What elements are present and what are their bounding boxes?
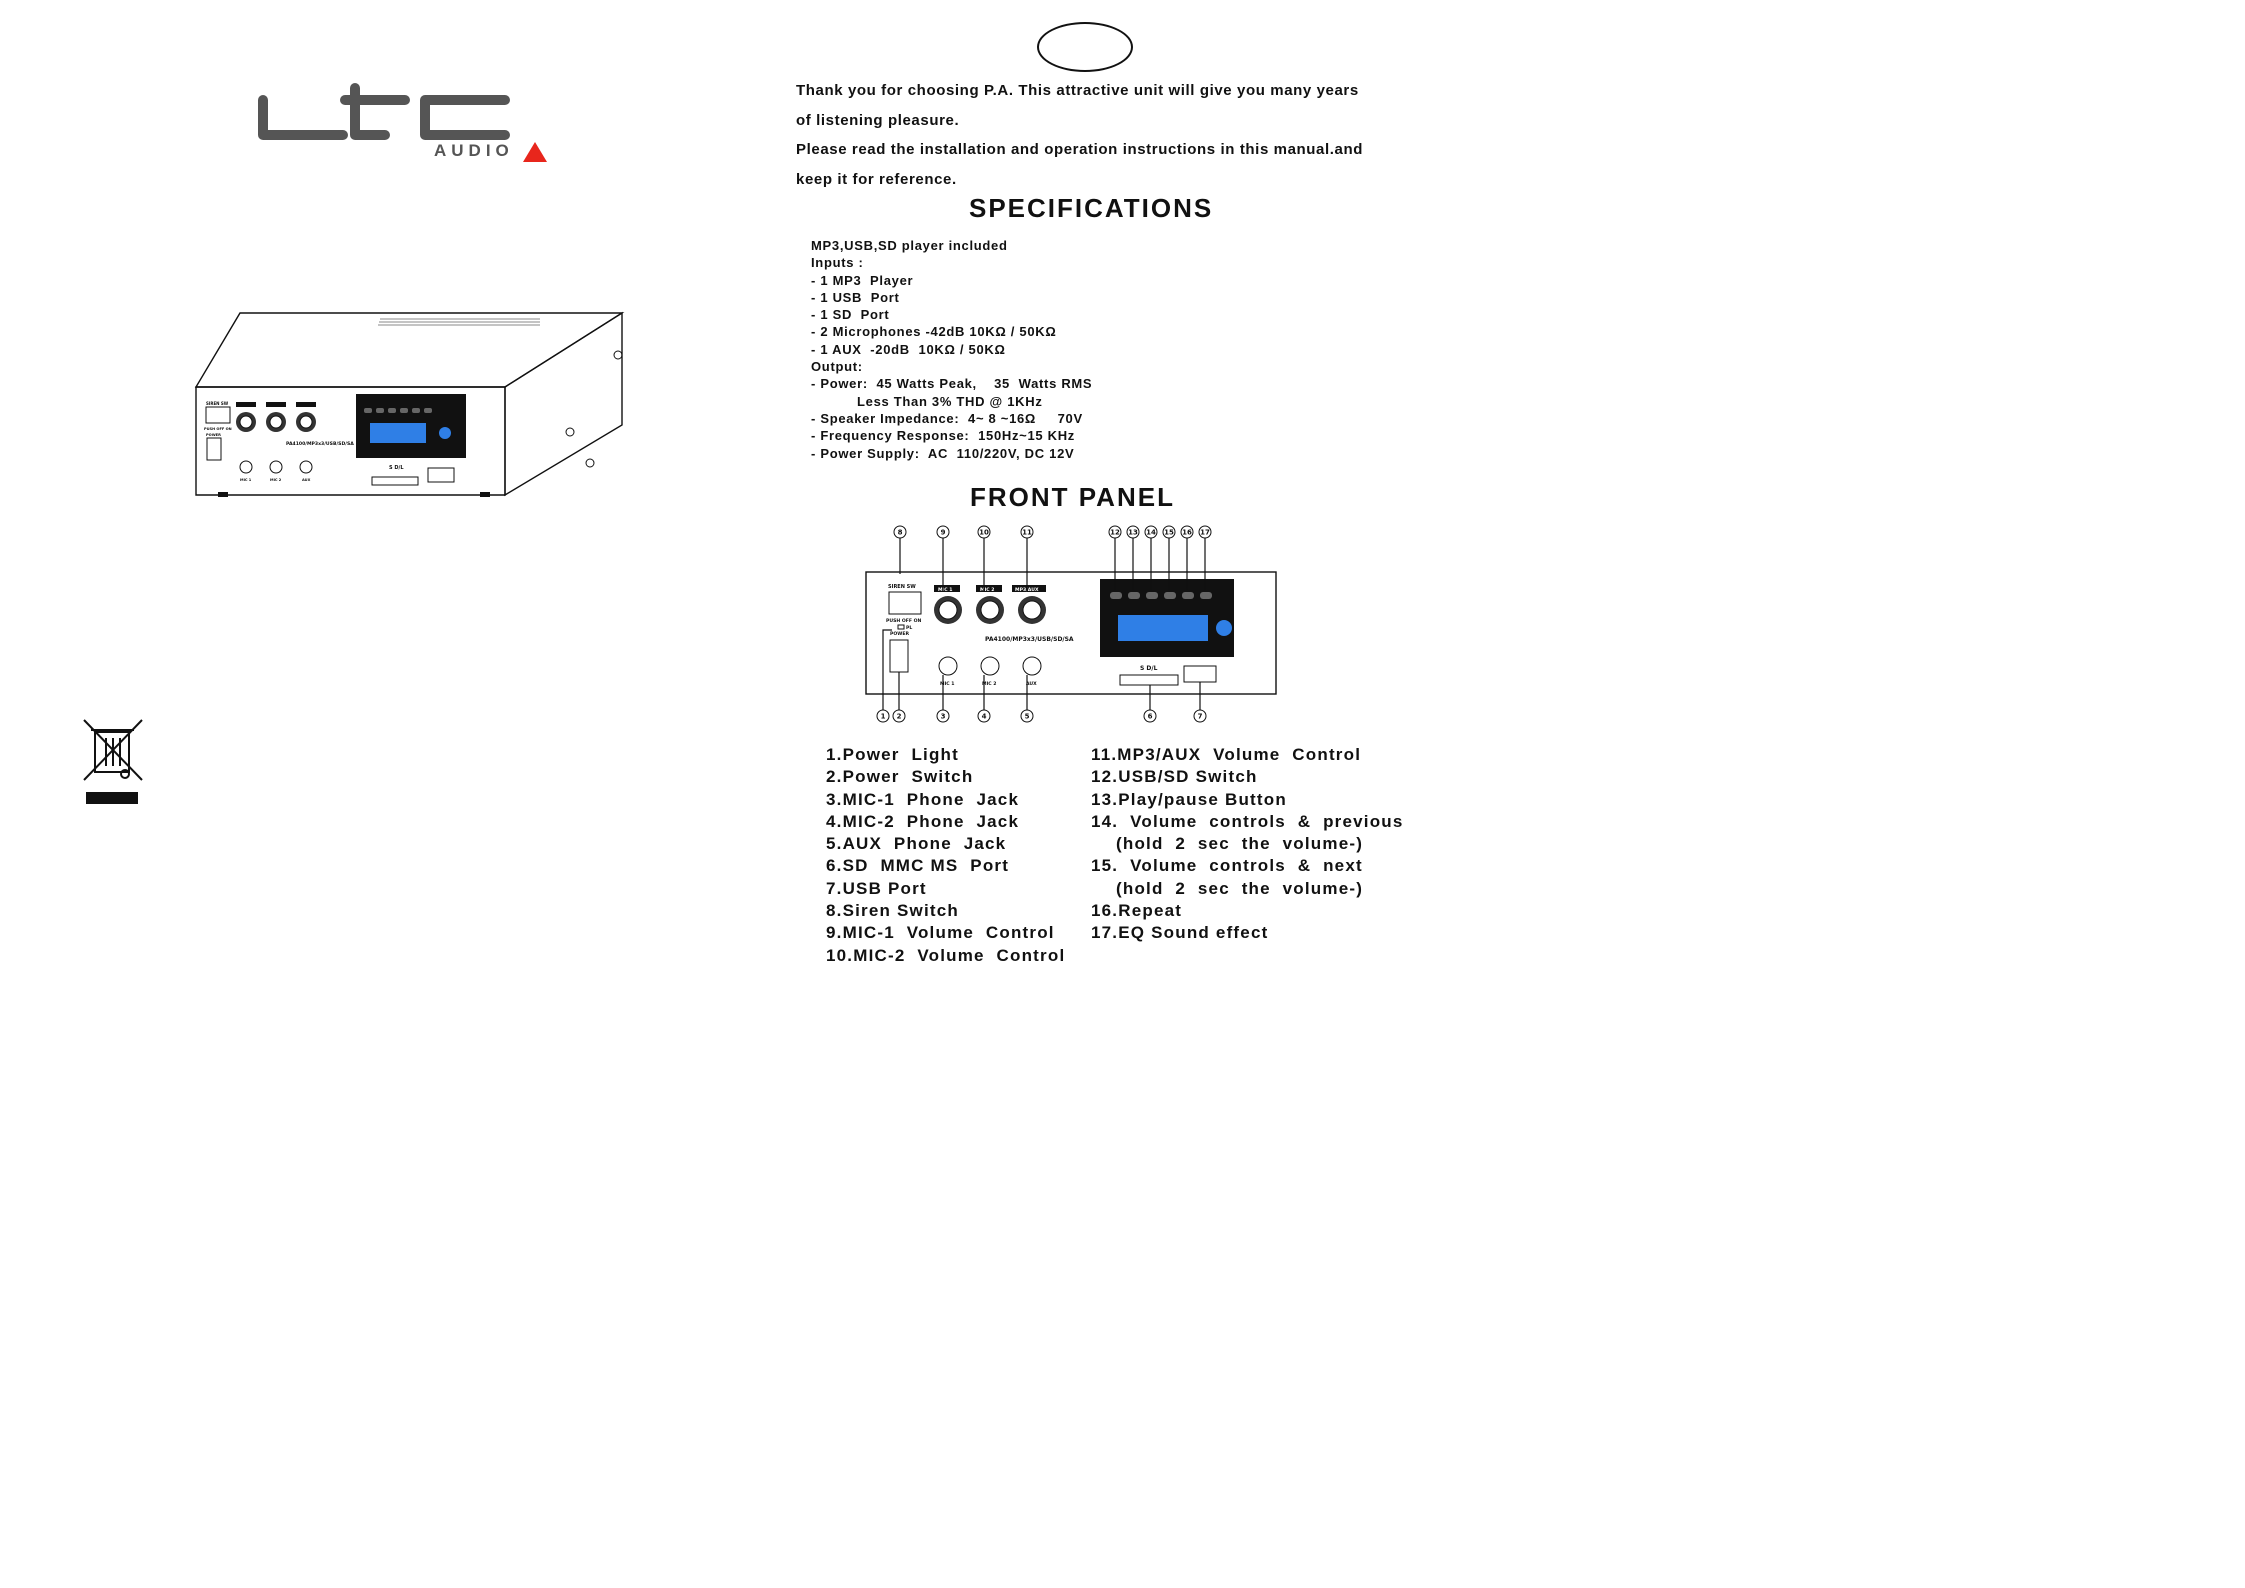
intro-line-4: keep it for reference.: [796, 171, 957, 188]
legend-item: 12.USB/SD Switch: [1091, 767, 1258, 787]
logo-subtitle: AUDIO: [434, 141, 514, 160]
legend-item: 15. Volume controls & next: [1091, 856, 1363, 876]
legend-item: 2.Power Switch: [826, 767, 974, 787]
spec-line: - Power: 45 Watts Peak, 35 Watts RMS: [811, 376, 1093, 392]
intro-line-3: Please read the installation and operation instructions in this manual.and: [796, 141, 1363, 158]
panel-sd-label: S D/L: [1140, 665, 1158, 672]
callout-7: 7: [1197, 712, 1203, 721]
legend-left: [826, 744, 1065, 967]
device-model-label: PA4100/MP3x3/USB/SD/SA: [286, 442, 354, 447]
crossed-out-bin-icon: [80, 716, 146, 808]
legend-right: [1091, 744, 1404, 945]
callout-14: 14: [1146, 528, 1156, 537]
device-push-label: PUSH OFF ON: [204, 427, 232, 431]
spec-line: - 2 Microphones -42dB 10KΩ / 50KΩ: [811, 324, 1057, 340]
panel-model-label: PA4100/MP3x3/USB/SD/SA: [985, 636, 1074, 643]
panel-push-label: PUSH OFF ON: [886, 619, 922, 624]
front-panel-diagram: [860, 522, 1280, 730]
spec-line: Inputs :: [811, 255, 864, 271]
device-power-label: POWER: [206, 433, 221, 437]
spec-line: - 1 USB Port: [811, 289, 900, 305]
panel-pl-label: PL: [906, 626, 913, 631]
device-mic2-jack-label: MIC 2: [270, 478, 282, 482]
callout-16: 16: [1182, 528, 1192, 537]
callout-9: 9: [940, 528, 946, 537]
legend-item: 14. Volume controls & previous: [1091, 811, 1404, 831]
spec-line: - Speaker Impedance: 4~ 8 ~16Ω 70V: [811, 410, 1083, 426]
legend-item: 3.MIC-1 Phone Jack: [826, 789, 1020, 809]
callout-17: 17: [1200, 528, 1210, 537]
panel-aux-jack-label: AUX: [1026, 682, 1037, 687]
intro-line-1: Thank you for choosing P.A. This attractive unit will give you many years: [796, 82, 1359, 99]
legend-item: 11.MP3/AUX Volume Control: [1091, 745, 1362, 764]
specifications-heading: SPECIFICATIONS: [969, 193, 1214, 223]
spec-line: - Power Supply: AC 110/220V, DC 12V: [811, 445, 1075, 461]
legend-item: 1.Power Light: [826, 745, 959, 764]
callout-5: 5: [1024, 712, 1030, 721]
legend-item-note: (hold 2 sec the volume-): [1116, 878, 1364, 898]
device-mic1-jack-label: MIC 1: [240, 478, 252, 482]
spec-line: Output:: [811, 359, 863, 375]
legend-item: 10.MIC-2 Volume Control: [826, 945, 1066, 965]
callout-4: 4: [981, 712, 987, 721]
callout-6: 6: [1147, 712, 1153, 721]
callout-3: 3: [940, 712, 946, 721]
device-siren-label: SIREN SW: [206, 401, 229, 406]
spec-line: - 1 AUX -20dB 10KΩ / 50KΩ: [811, 341, 1006, 357]
callout-12: 12: [1110, 528, 1120, 537]
panel-mic2-label: MIC 2: [980, 588, 995, 593]
device-aux-jack-label: AUX: [302, 478, 311, 482]
callout-13: 13: [1128, 528, 1138, 537]
legend-item: 8.Siren Switch: [826, 901, 960, 921]
legend-item: 17.EQ Sound effect: [1091, 923, 1269, 943]
panel-mic1-jack-label: MIC 1: [940, 682, 955, 687]
front-panel-heading: FRONT PANEL: [970, 482, 1175, 512]
panel-siren-label: SIREN SW: [888, 584, 916, 590]
legend-item: 5.AUX Phone Jack: [826, 834, 1007, 854]
callout-11: 11: [1022, 528, 1032, 537]
top-oval: [1037, 22, 1133, 72]
spec-line: - Frequency Response: 150Hz~15 KHz: [811, 428, 1075, 444]
panel-power-label: POWER: [890, 632, 910, 637]
legend-item: 16.Repeat: [1091, 901, 1183, 921]
callout-2: 2: [896, 712, 902, 721]
intro-line-2: of listening pleasure.: [796, 112, 960, 129]
device-sd-label: S D/L: [389, 465, 404, 471]
legend-item: 6.SD MMC MS Port: [826, 856, 1010, 876]
legend-item-note: (hold 2 sec the volume-): [1116, 834, 1364, 854]
callout-10: 10: [979, 528, 989, 537]
spec-line: MP3,USB,SD player included: [811, 238, 1008, 253]
logo-triangle-icon: [523, 142, 547, 162]
amplifier-illustration: [190, 305, 635, 510]
panel-mic2-jack-label: MIC 2: [982, 682, 997, 687]
specifications-list: [811, 237, 1092, 462]
panel-mp3aux-label: MP3/AUX: [1015, 588, 1039, 593]
legend-item: 13.Play/pause Button: [1091, 789, 1287, 809]
spec-line: - 1 SD Port: [811, 307, 890, 323]
spec-line: Less Than 3% THD @ 1KHz: [857, 393, 1043, 409]
callout-8: 8: [897, 528, 903, 537]
legend-item: 7.USB Port: [826, 878, 927, 898]
legend-item: 9.MIC-1 Volume Control: [826, 923, 1055, 943]
callout-1: 1: [880, 712, 886, 721]
callout-15: 15: [1164, 528, 1174, 537]
legend-item: 4.MIC-2 Phone Jack: [826, 811, 1020, 831]
panel-mic1-label: MIC 1: [938, 588, 953, 593]
spec-line: - 1 MP3 Player: [811, 272, 914, 288]
